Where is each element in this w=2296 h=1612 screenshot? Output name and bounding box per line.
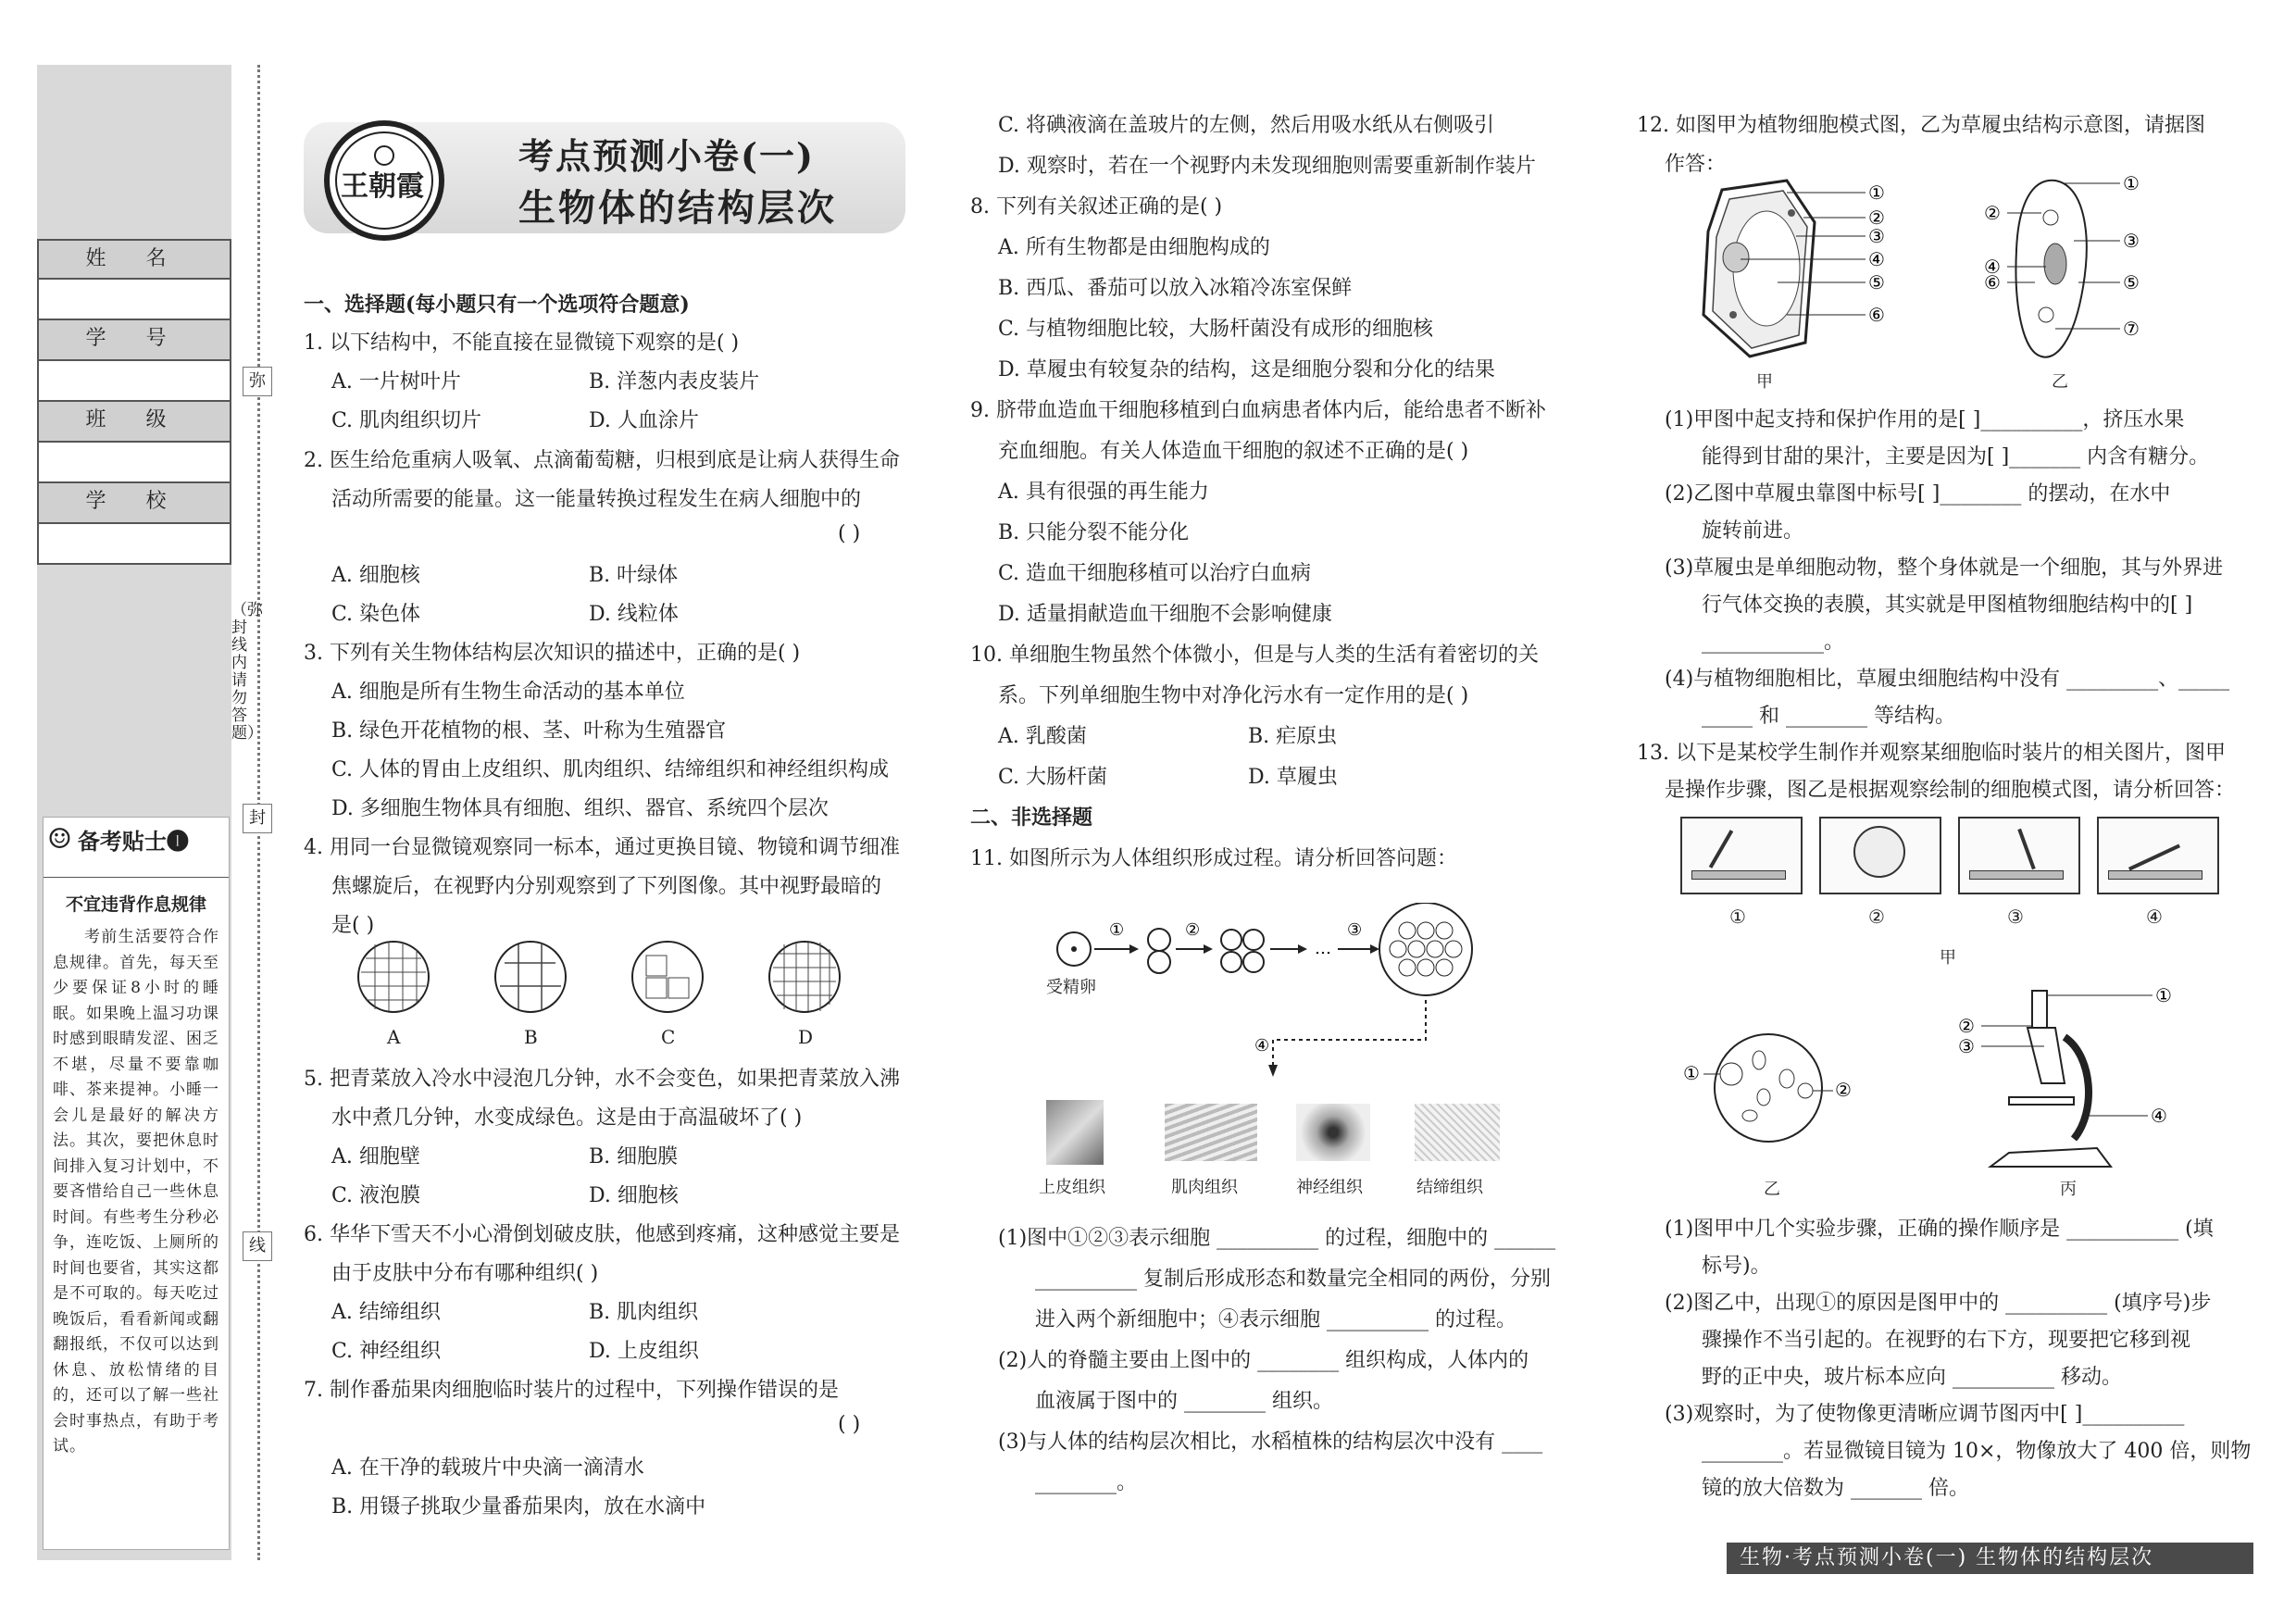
q5-stem-line1: 5. 把青菜放入冷水中浸泡几分钟，水不会变色，如果把青菜放入沸 [304,1068,900,1091]
q12-part2-line1[interactable]: (2)乙图中草履虫靠图中标号[ ]________ 的摆动，在水中 [1665,482,2171,506]
q13-stem-line2: 是操作步骤，图乙是根据观察绘制的细胞模式图，请分析回答： [1665,779,2236,802]
tips-box [43,817,230,1550]
q11-label-zygote: 受精卵 [1046,978,1096,997]
q13-label-jia: 甲 [1940,948,1956,968]
q8-option-d[interactable]: D. 草履虫有较复杂的结构，这是细胞分裂和分化的结果 [998,358,1495,381]
q4-label-c: C [661,1026,676,1048]
plant-cell-diagram [1703,181,1815,356]
svg-text:③: ③ [1868,225,1885,247]
q13-field-of-view [1683,1034,1852,1142]
q4-stem-line1: 4. 用同一台显微镜观察同一标本，通过更换目镜、物镜和调节细准 [304,836,900,859]
q13-part2-line1[interactable]: (2)图乙中，出现①的原因是图甲中的 __________ (填序号)步 [1665,1292,2212,1315]
label-connective: 结缔组织 [1416,1178,1483,1197]
q5-option-b[interactable]: B. 细胞膜 [589,1145,679,1168]
q13-step-label-1: ① [1729,906,1746,928]
student-info-table [37,239,231,565]
q10-stem-line2: 系。下列单细胞生物中对净化污水有一定作用的是( ) [998,684,1469,707]
q13-part1-line2: 标号)。 [1702,1255,1771,1278]
q11-part3-line1[interactable]: (3)与人体的结构层次相比，水稻植株的结构层次中没有 ____ [998,1431,1543,1454]
q13-figure-view-and-microscope [1676,981,2213,1181]
q11-part1-line1[interactable]: (1)图中①②③表示细胞 __________ 的过程，细胞中的 ______ [998,1227,1556,1250]
q2-stem-line1: 2. 医生给危重病人吸氧、点滴葡萄糖，归根到底是让病人获得生命 [304,449,900,472]
svg-text:①: ① [2155,984,2172,1006]
q11-part1-line2[interactable]: __________ 复制后形成形态和数量完全相同的两份，分别 [1035,1268,1551,1291]
tips-title: 不宜违背作息规律 [44,877,229,916]
svg-text:②: ② [1868,206,1885,229]
svg-text:①: ① [1868,181,1885,204]
q13-step-label-2: ② [1868,906,1885,928]
seal-note: （弥封线内请勿答题） [231,601,263,743]
q11-part2-line2[interactable]: 血液属于图中的 ________ 组织。 [1035,1390,1333,1413]
logo-text: 王朝霞 [341,170,424,203]
q7-option-c[interactable]: C. 将碘液滴在盖玻片的左侧，然后用吸水纸从右侧吸引 [998,114,1495,137]
q8-option-c[interactable]: C. 与植物细胞比较，大肠杆菌没有成形的细胞核 [998,318,1434,341]
q12-part2-line2: 旋转前进。 [1702,519,1804,543]
svg-text:…: … [1315,939,1331,958]
q13-part1-line1[interactable]: (1)图甲中几个实验步骤，正确的操作顺序是 ___________ (填 [1665,1218,2214,1241]
q12-label-jia: 甲 [1756,372,1773,392]
q12-part4-line1[interactable]: (4)与植物细胞相比，草履虫细胞结构中没有 _________、_____ [1665,668,2230,691]
page-title: 考点预测小卷(一) [518,135,815,177]
q4-label-d: D [798,1026,814,1048]
q13-part2-line3[interactable]: 野的正中央，玻片标本应向 __________ 移动。 [1702,1366,2122,1389]
muscle-tissue-image [1165,1104,1257,1161]
q9-option-a[interactable]: A. 具有很强的再生能力 [998,481,1209,504]
q12-figure [1685,176,2203,380]
q1-stem: 1. 以下结构中，不能直接在显微镜下观察的是( ) [304,331,740,355]
q9-option-b[interactable]: B. 只能分裂不能分化 [998,521,1190,544]
q12-part3-line2[interactable]: 行气体交换的表膜，其实就是甲图植物细胞结构中的[ ] [1702,594,2193,617]
q13-stem-line1: 13. 以下是某校学生制作并观察某细胞临时装片的相关图片，图甲 [1637,742,2226,765]
q2-option-a[interactable]: A. 细胞核 [331,564,420,587]
q6-option-d[interactable]: D. 上皮组织 [589,1340,699,1363]
svg-text:②: ② [1835,1079,1852,1101]
q11-stem: 11. 如图所示为人体组织形成过程。请分析回答问题： [970,847,1457,870]
seal-char-xian: 线 [243,1231,272,1261]
section-nonchoice-heading: 二、非选择题 [970,806,1093,830]
q9-stem-line2: 充血细胞。有关人体造血干细胞的叙述不正确的是( ) [998,440,1469,463]
paramecium-diagram [2015,181,2086,357]
q8-option-b[interactable]: B. 西瓜、番茄可以放入冰箱冷冻室保鲜 [998,277,1353,300]
q12-part4-line2[interactable]: _____ 和 ________ 等结构。 [1702,705,1955,728]
label-muscle: 肌肉组织 [1171,1178,1238,1197]
q4-stem-line2: 焦螺旋后，在视野内分别观察到了下列图像。其中视野最暗的 [331,875,882,898]
school-label: 学 校 [37,483,231,524]
q10-stem-line1: 10. 单细胞生物虽然个体微小，但是与人类的生活有着密切的关 [970,644,1539,667]
q8-stem: 8. 下列有关叙述正确的是( ) [970,195,1223,219]
q6-stem-line1: 6. 华华下雪天不小心滑倒划破皮肤，他感到疼痛，这种感觉主要是 [304,1223,900,1246]
svg-text:④: ④ [2151,1105,2167,1127]
q4-view-a[interactable] [358,942,429,1012]
q13-step-label-3: ③ [2007,906,2024,928]
q5-option-c[interactable]: C. 液泡膜 [331,1184,421,1207]
q8-option-a[interactable]: A. 所有生物都是由细胞构成的 [998,236,1270,259]
q3-stem: 3. 下列有关生物体结构层次知识的描述中，正确的是( ) [304,642,801,665]
page-footer: 生物·考点预测小卷(一) 生物体的结构层次 [1727,1543,2253,1574]
q12-part1-line2[interactable]: 能得到甘甜的果汁，主要是因为[ ]_______ 内含有糖分。 [1702,445,2210,469]
q13-step-3-image [1958,817,2080,894]
q4-figure [352,935,870,1056]
tips-body: 考前生活要符合作息规律。首先，每天至少要保证8小时的睡眠。如果晚上温习功课时感到眼睛发涩、困乏不堪，尽量不要靠咖啡、茶来提神。小睡一会儿是最好的解决方法。其次，要把休息时间排入复习计划中，不要吝惜给自己一些休息时间。有些考生分秒必争，连吃饭、上厕所的时间也要省，其实这都是不可取的。每天吃过晚饭后，看看新闻或翻翻报纸，不仅可以达到休息、放松情绪的目的，还可以了解一些社会时事热点，有助于考试。 [53,928,219,1456]
q13-microscope [1958,984,2172,1167]
svg-text:②: ② [1185,920,1201,940]
q2-option-b[interactable]: B. 叶绿体 [589,564,679,587]
section-choice-heading: 一、选择题(每小题只有一个选项符合题意) [304,293,690,317]
svg-text:⑤: ⑤ [1868,271,1885,294]
svg-text:⑥: ⑥ [1984,271,2001,294]
q3-option-a[interactable]: A. 细胞是所有生物生命活动的基本单位 [331,681,685,704]
cartoon-icon: ☺ [47,822,72,856]
q4-label-a: A [387,1026,401,1048]
q13-step-2-image [1819,817,1941,894]
q1-option-b[interactable]: B. 洋葱内表皮装片 [589,370,760,394]
q4-stem-line3: 是( ) [331,914,375,937]
q13-part3-line3[interactable]: 镜的放大倍数为 _______ 倍。 [1702,1477,1969,1500]
q12-part3-line3[interactable]: ____________。 [1702,631,1845,654]
q13-part3-line2[interactable]: ________。若显微镜目镜为 10×，物像放大了 400 倍，则物 [1702,1440,2252,1463]
q5-option-a[interactable]: A. 细胞壁 [331,1145,420,1168]
q3-option-c[interactable]: C. 人体的胃由上皮组织、肌肉组织、结缔组织和神经组织构成 [331,758,890,781]
q6-option-b[interactable]: B. 肌肉组织 [589,1301,699,1324]
name-label: 姓 名 [37,239,231,280]
q4-view-b[interactable] [495,942,566,1012]
svg-text:⑥: ⑥ [1868,304,1885,326]
svg-text:②: ② [1984,202,2001,224]
student-id-field[interactable] [37,361,231,402]
svg-text:①: ① [1683,1062,1700,1084]
nerve-tissue-image [1296,1104,1370,1161]
page-subtitle: 生物体的结构层次 [518,186,837,230]
q4-view-d[interactable] [769,942,840,1012]
svg-text:③: ③ [2123,230,2140,252]
q6-stem-line2: 由于皮肤中分布有哪种组织( ) [331,1262,599,1285]
svg-text:④: ④ [1868,248,1885,270]
q12-part1-line1[interactable]: (1)甲图中起支持和保护作用的是[ ]__________，挤压水果 [1665,408,2185,431]
q12-stem-line2: 作答： [1665,153,1727,176]
student-id-label: 学 号 [37,320,231,361]
q9-option-c[interactable]: C. 造血干细胞移植可以治疗白血病 [998,562,1312,585]
q7-stem: 7. 制作番茄果肉细胞临时装片的过程中，下列操作错误的是 [304,1379,839,1402]
q12-label-yi: 乙 [2052,372,2068,392]
q6-option-c[interactable]: C. 神经组织 [331,1340,442,1363]
svg-text:⑤: ⑤ [2123,271,2140,294]
q1-option-c[interactable]: C. 肌肉组织切片 [331,409,482,432]
q5-option-d[interactable]: D. 细胞核 [589,1184,679,1207]
q4-view-c[interactable] [632,942,703,1012]
school-field[interactable] [37,524,231,565]
q12-stem-line1: 12. 如图甲为植物细胞模式图，乙为草履虫结构示意图，请据图 [1637,114,2205,137]
q11-part1-line3[interactable]: 进入两个新细胞中；④表示细胞 __________ 的过程。 [1035,1308,1516,1331]
tips-badge: ☺ 备考贴士❶ [47,822,189,856]
q7-answer-paren[interactable]: ( ) [838,1413,861,1436]
q9-option-d[interactable]: D. 适量捐献造血干细胞不会影响健康 [998,603,1332,626]
q13-label-bing: 丙 [2060,1180,2077,1199]
svg-text:①: ① [1109,920,1125,940]
q13-step-1-image [1680,817,1803,894]
q7-option-d[interactable]: D. 观察时，若在一个视野内未发现细胞则需要重新制作装片 [998,155,1536,178]
sidebar [37,65,231,1560]
svg-text:④: ④ [1984,256,2001,278]
q1-option-a[interactable]: A. 一片树叶片 [331,370,461,394]
svg-text:③: ③ [1958,1035,1975,1057]
q13-part2-line2: 骤操作不当引起的。在视野的右下方，现要把它移到视 [1702,1329,2191,1352]
q11-part2-line1[interactable]: (2)人的脊髓主要由上图中的 ________ 组织构成，人体内的 [998,1349,1529,1372]
q1-option-d[interactable]: D. 人血涂片 [589,409,699,432]
q10-option-a[interactable]: A. 乳酸菌 [998,725,1087,748]
class-field[interactable] [37,443,231,483]
q2-answer-paren[interactable]: ( ) [838,522,861,545]
q7-option-b[interactable]: B. 用镊子挑取少量番茄果肉，放在水滴中 [331,1495,706,1518]
epithelial-tissue-image [1046,1100,1104,1165]
label-nerve: 神经组织 [1296,1178,1363,1197]
seal-char-mi: 弥 [243,367,272,396]
q13-label-yi: 乙 [1764,1180,1780,1199]
seal-char-feng: 封 [243,804,272,833]
svg-text:⑦: ⑦ [2123,318,2140,340]
q10-option-d[interactable]: D. 草履虫 [1248,766,1338,789]
q7-option-a[interactable]: A. 在干净的载玻片中央滴一滴清水 [331,1456,644,1480]
svg-text:④: ④ [1254,1036,1270,1056]
q3-option-d[interactable]: D. 多细胞生物体具有细胞、组织、器官、系统四个层次 [331,797,829,820]
q5-stem-line2: 水中煮几分钟，水变成绿色。这是由于高温破坏了( ) [331,1106,803,1130]
q10-option-c[interactable]: C. 大肠杆菌 [998,766,1108,789]
svg-text:②: ② [1958,1015,1975,1037]
q13-step-4-image [2097,817,2219,894]
q2-option-c[interactable]: C. 染色体 [331,603,421,626]
label-epithelial: 上皮组织 [1039,1178,1105,1197]
q6-option-a[interactable]: A. 结缔组织 [331,1301,441,1324]
name-field[interactable] [37,280,231,320]
q2-option-d[interactable]: D. 线粒体 [589,603,679,626]
q11-part3-line2[interactable]: ________。 [1035,1471,1138,1494]
q2-stem-line2: 活动所需要的能量。这一能量转换过程发生在病人细胞中的 [331,488,862,511]
q4-label-b: B [524,1026,538,1048]
svg-text:③: ③ [1347,920,1363,940]
connective-tissue-image [1415,1104,1500,1161]
q12-part3-line1: (3)草履虫是单细胞动物，整个身体就是一个细胞，其与外界进 [1665,556,2224,580]
q3-option-b[interactable]: B. 绿色开花植物的根、茎、叶称为生殖器官 [331,719,727,743]
class-label: 班 级 [37,402,231,443]
q13-step-label-4: ④ [2146,906,2163,928]
svg-text:①: ① [2123,176,2140,194]
q13-part3-line1[interactable]: (3)观察时，为了使物像更清晰应调节图丙中[ ]__________ [1665,1403,2185,1426]
q10-option-b[interactable]: B. 疟原虫 [1248,725,1338,748]
q9-stem-line1: 9. 脐带血造血干细胞移植到白血病患者体内后，能给患者不断补 [970,399,1546,422]
